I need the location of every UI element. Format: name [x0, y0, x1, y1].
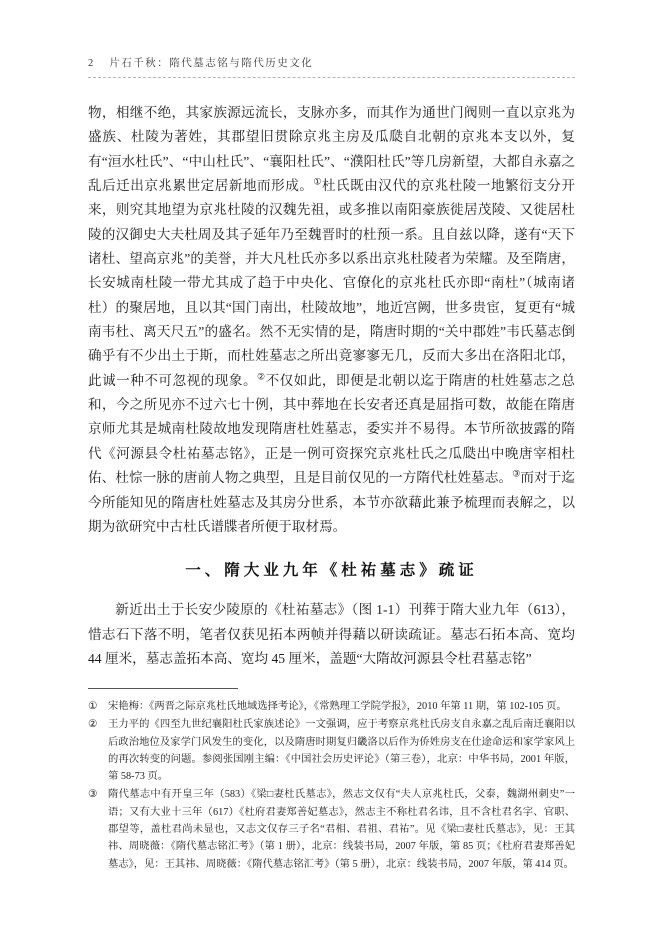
paragraph-1-text-b: 杜氏既由汉代的京兆杜陵一地繁衍支分开来，则究其地望为京兆杜陵的汉魏先祖，或多推以南阳豪族徙居茂陵、又徙居杜陵的汉御史大夫杜周及其子延年乃至魏晋时的杜预一系。且自兹以降，遂有“天下诸杜、望高京兆”的美誉，并大凡杜氏亦多以系出京兆杜陵者为荣耀。及至隋唐，长安城南杜陵一带尤其成了趋于中央化、官僚化的京兆杜氏亦即“南杜”（城南诸杜）的聚居地，且以其“国门南出，杜陵故地”，地近宫阙，世多贵宦，复更有“城南韦杜、离天尺五”的盛名。然不无实情的是，隋唐时期的“关中郡姓”韦氏墓志倒确乎有不少出土于斯，而杜姓墓志之所出竟寥寥无几，反而大多出在洛阳北邙，此诚一种不可忽视的现象。	[88, 178, 575, 388]
footnote-ref-1: ①	[313, 176, 322, 187]
section-heading: 一、隋大业九年《杜祐墓志》疏证	[185, 562, 478, 580]
body-paragraph-1	[88, 101, 575, 539]
paragraph-1-text-a: 物，相继不绝，其家族源远流长，支脉亦多，而其作为通世门阀则一直以京兆为盛族、杜陵为著姓，其郡望旧贯除京兆主房及瓜瓞自北朝的京兆本支以外，复有“洹水杜氏”、“中山杜氏”、“襄阳杜氏”、“濮阳杜氏”等几房新望，大都自永嘉之乱后迁出京兆累世定居新地而形成。	[88, 105, 575, 194]
footnotes-section	[88, 688, 575, 874]
paragraph-1-text-d: 而对于迄今所能知见的隋唐杜姓墓志及其房分世系，本节亦欲藉此兼予梳理而表解之，以期为欲研究中古杜氏谱牒者所便于取材焉。	[88, 470, 576, 534]
footnote-3-text: 隋代墓志中有开皇三年（583）《梁□妻杜氏墓志》，然志文仅有“夫人京兆杜氏，父泰，魏湖州刺史”一语；又有大业十三年（617）《杜府君妻郑善妃墓志》，然志主不称杜君名讳，且不含杜君名字、官职、郡望等，盖杜君尚未显也，又志文仅存三子名“君相、君祖、君祐”。见《梁□妻杜氏墓志》，见：王其祎、周晓薇：《隋代墓志铭汇考》（第 1 册），北京：线装书局，2007 年版，第 85 页；《杜府君妻郑善妃墓志》，见：王其祎、周晓薇：《隋代墓志铭汇考》（第 5 册），北京：线装书局，2007 年版，第 414 页。	[108, 789, 575, 870]
body-paragraph-2: 新近出土于长安少陵原的《杜祐墓志》（图 1-1）刊葬于隋大业九年（613），惜志石下落不明，笔者仅获见拓本两帧并得藉以研读疏证。墓志石拓本高、宽均 44 厘米，墓志盖拓本高、宽均 45 厘米，盖题“大隋故河源县令杜君墓志铭”	[88, 602, 575, 666]
footnote-3	[88, 786, 575, 872]
footnote-2-marker: ②	[88, 719, 98, 731]
footnote-2	[88, 716, 575, 785]
footnote-ref-3: ③	[512, 468, 521, 479]
footnote-separator-rule	[88, 688, 238, 689]
footnote-1	[88, 698, 575, 715]
paragraph-1-text-c: 不仅如此，即便是北朝以迄于隋唐的杜姓墓志之总和，今之所见亦不过六七十例，其中葬地在长安者还真是屈指可数，故能在隋唐京师尤其是城南杜陵故地发现隋唐杜姓墓志，委实并不易得。本节所欲披露的隋代《河源县令杜祐墓志铭》，正是一例可资探究京兆杜氏之瓜瓞出中晚唐宰相杜佑、杜悰一脉的唐前人物之典型，且是目前仅见的一方隋代杜姓墓志。	[88, 372, 575, 486]
footnote-1-text: 宋艳梅：《两晋之际京兆杜氏地域选择考论》，《常熟理工学院学报》，2010 年第 11 期，第 102-105 页。	[108, 701, 567, 712]
footnote-2-text: 王力平的《四至九世纪襄阳杜氏家族述论》一文强调，应于考察京兆杜氏房支自永嘉之乱后南迁襄阳以后政治地位及家学门风发生的变化，以及隋唐时期复归畿洛以后作为侨姓房支在仕途命运和家学家风上的再次转变的问题。参阅张国刚主编：《中国社会历史评论》（第三卷），北京：中华书局，2001 年版，第 58-73 页。	[108, 719, 575, 783]
main-text	[88, 101, 575, 671]
footnote-ref-2: ②	[257, 371, 266, 382]
page-header	[88, 55, 575, 78]
page-number: 2	[88, 58, 94, 69]
footnote-3-marker: ③	[88, 789, 98, 801]
running-title: 片石千秋：隋代墓志铭与隋代历史文化	[109, 58, 314, 69]
footnote-1-marker: ①	[88, 701, 98, 712]
